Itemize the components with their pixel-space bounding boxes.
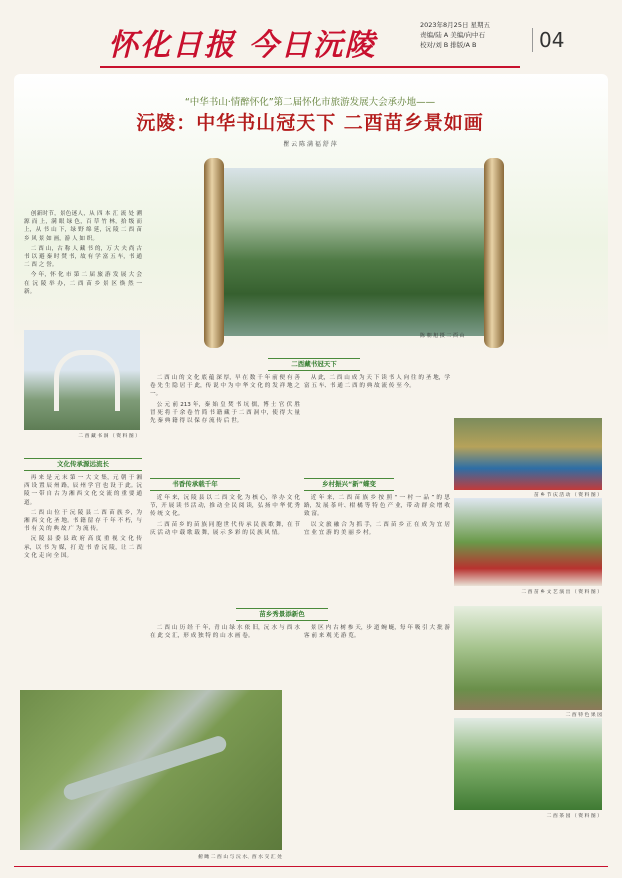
gate-photo-caption: 二 酉 藏 书 洞 （ 资 料 图 ）: [78, 434, 140, 439]
headline: 沅陵：中华书山冠天下 二酉苗乡景如画: [136, 112, 484, 134]
section-village-text: [304, 494, 450, 539]
editor-credits: 责编/陆 A 美编/向中石: [420, 31, 485, 39]
scroll-roll-right: [484, 158, 504, 348]
scroll-roll-left: [204, 158, 224, 348]
footer-divider: [14, 866, 608, 867]
river-water: [62, 734, 229, 802]
paragraph: 近 年 来，沅 陵 县 以 二 酉 文 化 为 核 心，举 办 文 化 节，开 展 读 书 活 动，推 动 全 民 阅 读，弘 扬 中 华 优 秀 传 统 文 化。: [150, 495, 300, 518]
paragraph: 再 来 是 元 末 第 一 大 文 集，元 朝 于 湘 西 设 置 辰 州 路，辰 州 学 宫 也 设 于 此。沅 陵 一 带 自 古 为 湘 西 文 化 交 流 的 重 要 通 道。: [24, 475, 142, 506]
paragraph: 近 年 来，二 酉 苗 族 乡 按 照 “ 一 村 一 品 ” 的 思 路，发 展 茶 叶、柑 橘 等 特 色 产 业，带 动 群 众 增 收 致 富。: [304, 495, 450, 518]
intro-paragraph: 创新时节，景色迷人，从 四 本 汇 流 处 溯 源 而 上，满 眼 绿 色，百 草 竹 林，拾 级 而 上，从 书 山 下，绿 野 绵 延，沅 陵 二 酉 苗 乡 风 景 如 画，游 人 如 织。: [24, 211, 142, 242]
orchard-photo: [454, 606, 602, 710]
intro-paragraph: 今 年，怀 化 市 第 二 届 旅 游 发 展 大 会 在 沅 陵 举 办，二 酉 苗 乡 景 区 焕 然 一 新。: [24, 272, 142, 295]
section-heading-village: 乡村振兴“新”蝶变: [304, 478, 394, 491]
paragraph: 景 区 内 古 树 参 天，步 道 蜿 蜒，每 年 吸 引 大 批 游 客 前 来 观 光 游 览。: [304, 625, 450, 640]
aerial-photo-caption: 俯 瞰 二 酉 山 与 沅 水、酉 水 交 汇 处: [198, 855, 282, 860]
paragraph: 二 酉 苗 乡 的 苗 族 同 胞 世 代 传 承 民 族 歌 舞，在 节 庆 活 动 中 载 歌 载 舞，展 示 多 彩 的 民 族 风 情。: [150, 521, 300, 536]
aerial-river-photo: [20, 690, 282, 850]
section-scenery-text-a: [150, 624, 300, 642]
festival-photo-caption: 苗 乡 节 庆 活 动 （ 资 料 图 ）: [533, 493, 602, 498]
section-crown-text-a: [150, 374, 300, 427]
masthead-divider: [100, 66, 520, 68]
intro-paragraph: 二 酉 山，古 称 人 藏 书 的，万 大 夫 尚 古 书 以 避 秦 时 焚 书，故 有 学 富 五 车，书 通 二 酉 之 誉。: [24, 245, 142, 269]
hero-photo-caption: 陈 朝 旭 摄 二 酉 山: [420, 333, 465, 339]
section-heading-crown: 二酉藏书冠天下: [268, 358, 360, 371]
section-heading-inherit: 书香传承载千年: [150, 478, 240, 491]
tea-garden-photo: [454, 718, 602, 810]
paragraph: 二 酉 山 的 文 化 底 蕴 深 厚，早 在 数 千 年 前 便 有 善 卷 先 生 隐 居 于 此，传 说 中 为 中 华 文 化 的 发 祥 地 之 一。: [150, 375, 300, 398]
section-inherit-text: [150, 494, 300, 539]
scroll-photo-frame: [204, 158, 504, 348]
paragraph: 二 酉 山 历 经 千 年，青 山 绿 水 依 旧，沅 水 与 酉 水 在 此 交 汇，形 成 独 特 的 山 水 画 卷。: [150, 625, 300, 640]
section-origin-text: [24, 474, 142, 562]
proof-credits: 校对/刘 B 排版/A B: [420, 41, 477, 49]
tea-garden-photo-caption: 二 酉 茶 园 （ 资 料 图 ）: [546, 814, 602, 819]
section-heading-origin: 文化传承源远流长: [24, 458, 142, 471]
paragraph: 从 此，二 酉 山 成 为 天 下 读 书 人 向 往 的 圣 地，学 富 五 车、书 通 二 酉 的 典 故 流 传 至 今。: [304, 375, 450, 390]
dateline: [420, 20, 490, 50]
orchard-photo-caption: 二 酉 特 色 果 园: [565, 713, 602, 718]
section-heading-scenery: 苗乡秀景添新色: [236, 608, 328, 621]
section-crown-text-b: [304, 374, 450, 392]
performance-photo: [454, 498, 602, 586]
festival-photo: [454, 418, 602, 490]
issue-date: 2023年8月25日 星期五: [420, 21, 491, 29]
section-scenery-text-b: [304, 624, 450, 642]
byline: 瞿 云 陈 满 福 舒 萍: [283, 141, 337, 148]
paragraph: 公 元 前 213 年，秦 始 皇 焚 书 坑 儒，博 士 官 伏 胜 冒 死 将 千 余 卷 竹 简 书 籍 藏 于 二 酉 洞 中，使 得 大 量 先 秦 典 籍 得 以 保 存 流 传 后 世。: [150, 401, 300, 425]
hero-kicker: “中华书山·情醉怀化”第二届怀化市旅游发展大会承办地——: [184, 97, 436, 108]
gate-arch: [54, 350, 120, 411]
gate-photo: [24, 330, 140, 430]
page-number: 04: [532, 28, 564, 52]
paragraph: 沅 陵 县 委 县 政 府 高 度 重 视 文 化 传 承，以 书 为 媒，打 造 书 香 沅 陵，让 二 酉 文 化 走 向 全 国。: [24, 536, 142, 559]
mountain-photo: [224, 168, 484, 336]
intro-text: [24, 210, 142, 298]
paragraph: 以 文 旅 融 合 为 抓 手，二 酉 苗 乡 正 在 成 为 宜 居 宜 业 宜 游 的 美 丽 乡 村。: [304, 521, 450, 536]
paragraph: 二 酉 山 位 于 沅 陵 县 二 酉 苗 族 乡，为 湘 西 文 化 圣 地。书 籍 留 存 千 年 不 朽，与 书 有 关 的 典 故 广 为 流 传。: [24, 509, 142, 533]
newspaper-logo: 怀化日报 今日沅陵: [108, 28, 377, 63]
performance-photo-caption: 二 酉 苗 乡 文 艺 演 出 （ 资 料 图 ）: [521, 590, 602, 595]
